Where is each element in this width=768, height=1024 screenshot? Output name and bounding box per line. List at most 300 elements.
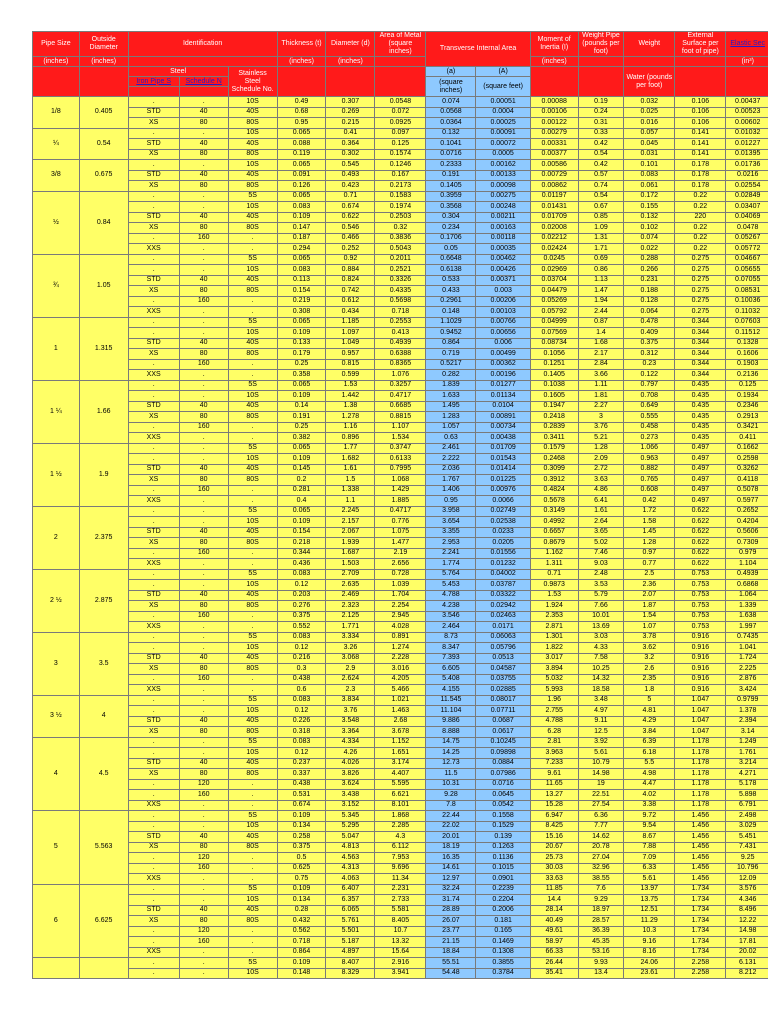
outside-diameter-cell: 5.563 <box>79 811 128 885</box>
table-cell: 7.393 <box>426 653 476 664</box>
table-cell: 80S <box>228 412 277 423</box>
table-cell: 0.9452 <box>426 328 476 339</box>
table-cell: 0.1056 <box>530 349 578 360</box>
table-cell: XS <box>128 412 179 423</box>
table-cell: 2.876 <box>726 674 768 685</box>
table-cell: 0.497 <box>675 464 726 475</box>
table-cell: . <box>179 328 228 339</box>
table-cell: 3.66 <box>578 370 624 381</box>
table-cell: 2.09 <box>578 454 624 465</box>
table-cell: 1.185 <box>326 317 375 328</box>
table-cell: 0.00377 <box>530 149 578 160</box>
table-row <box>33 412 768 423</box>
table-cell: 0.083 <box>624 170 675 181</box>
weight-water-unit <box>624 57 675 67</box>
table-cell: 0.01736 <box>726 160 768 171</box>
table-cell: 1.28 <box>578 443 624 454</box>
table-cell: 10S <box>228 128 277 139</box>
table-cell: 0.8815 <box>375 412 426 423</box>
table-cell: 0.141 <box>675 128 726 139</box>
table-cell: 1.075 <box>375 527 426 538</box>
table-cell: 3.654 <box>426 517 476 528</box>
table-cell: 0.5217 <box>426 359 476 370</box>
table-row <box>33 664 768 675</box>
pipe-size-cell: 6 <box>33 884 80 958</box>
table-cell: 80S <box>228 769 277 780</box>
col-a-header: (a) <box>426 67 476 77</box>
table-cell: 0.05796 <box>476 643 530 654</box>
table-cell: 0.3421 <box>726 422 768 433</box>
table-cell: 0.00196 <box>476 370 530 381</box>
table-cell: 0.308 <box>277 307 326 318</box>
table-cell: 8.405 <box>375 916 426 927</box>
table-cell: 0.497 <box>675 485 726 496</box>
table-cell: 0.02554 <box>726 181 768 192</box>
table-row <box>33 811 768 822</box>
table-cell: 1.066 <box>624 443 675 454</box>
table-cell: 0.2333 <box>426 160 476 171</box>
table-cell: 0.074 <box>426 97 476 108</box>
table-cell: 33.63 <box>530 874 578 885</box>
table-cell: 0.191 <box>426 170 476 181</box>
table-cell: 80 <box>179 842 228 853</box>
elastic-section-link[interactable]: Elastic Sec <box>726 32 768 57</box>
table-cell: 0.86 <box>578 265 624 276</box>
table-cell: 14.62 <box>578 832 624 843</box>
table-cell: 2.635 <box>326 580 375 591</box>
table-row <box>33 601 768 612</box>
table-cell: 0.0005 <box>476 149 530 160</box>
pipe-size-cell: 3 ½ <box>33 695 80 737</box>
table-cell: 0.03755 <box>476 674 530 685</box>
table-cell: 28.57 <box>578 916 624 927</box>
table-cell: 0.435 <box>675 391 726 402</box>
table-cell: 22.51 <box>578 790 624 801</box>
table-cell: 0.864 <box>426 338 476 349</box>
table-cell: 0.07711 <box>476 706 530 717</box>
table-cell: STD <box>128 653 179 664</box>
table-cell: 0.1579 <box>530 443 578 454</box>
table-cell: 15.64 <box>375 947 426 958</box>
table-cell: 0.4992 <box>530 517 578 528</box>
table-cell: 0.42 <box>624 496 675 507</box>
surface-spacer <box>675 67 726 97</box>
table-row <box>33 580 768 591</box>
outside-diameter-cell: 4.5 <box>79 737 128 811</box>
table-cell: 0.622 <box>326 212 375 223</box>
table-cell: 0.106 <box>675 97 726 108</box>
table-cell: 10.31 <box>426 779 476 790</box>
table-cell: 1.939 <box>326 538 375 549</box>
table-cell: . <box>128 380 179 391</box>
table-cell: 10S <box>228 97 277 108</box>
table-cell: 120 <box>179 779 228 790</box>
table-cell: 3.26 <box>326 643 375 654</box>
table-cell: 5.5 <box>624 758 675 769</box>
table-cell: 0.10245 <box>476 737 530 748</box>
table-cell: 0.02212 <box>530 233 578 244</box>
table-cell: 0.1974 <box>375 202 426 213</box>
table-cell: 1.822 <box>530 643 578 654</box>
table-cell: . <box>179 317 228 328</box>
table-cell: 0.2961 <box>426 296 476 307</box>
table-cell: . <box>128 937 179 948</box>
table-cell: 40 <box>179 527 228 538</box>
table-cell: 0.088 <box>277 139 326 150</box>
table-cell: 2.17 <box>578 349 624 360</box>
table-cell: 0.411 <box>726 433 768 444</box>
table-cell: 0.435 <box>675 422 726 433</box>
table-cell: 20.78 <box>578 842 624 853</box>
table-cell: 0.06063 <box>476 632 530 643</box>
table-cell: 4.897 <box>326 947 375 958</box>
table-row <box>33 97 768 108</box>
table-cell: 0.54 <box>578 149 624 160</box>
table-cell: 0.231 <box>624 275 675 286</box>
pipe-size-cell: 1 ½ <box>33 443 80 506</box>
metal-area-header: Area of Metal (square inches) <box>375 32 426 57</box>
table-cell: 10S <box>228 517 277 528</box>
table-cell: 80S <box>228 842 277 853</box>
table-cell: 0.32 <box>375 223 426 234</box>
table-cell: . <box>128 643 179 654</box>
table-cell: 160 <box>179 233 228 244</box>
table-cell: 80 <box>179 149 228 160</box>
table-cell: 13.69 <box>578 622 624 633</box>
table-cell: XS <box>128 842 179 853</box>
table-cell: 0.5606 <box>726 527 768 538</box>
table-cell: 22.44 <box>426 811 476 822</box>
table-cell: 2.916 <box>375 958 426 969</box>
table-cell: 1.734 <box>675 916 726 927</box>
iron-pipe-link[interactable]: Iron Pipe S <box>128 77 179 87</box>
table-cell: 0.147 <box>277 223 326 234</box>
table-cell: 0.5043 <box>375 244 426 255</box>
table-row <box>33 706 768 717</box>
table-cell: 6.28 <box>530 727 578 738</box>
table-cell: 0.6388 <box>375 349 426 360</box>
table-cell: 2.81 <box>530 737 578 748</box>
table-cell: 4.47 <box>624 779 675 790</box>
table-cell: 2.68 <box>375 716 426 727</box>
table-cell: 3.84 <box>624 727 675 738</box>
table-cell: 5.187 <box>326 937 375 948</box>
table-cell: 0.364 <box>326 139 375 150</box>
table-cell: 0.1606 <box>726 349 768 360</box>
table-cell: 1.047 <box>675 716 726 727</box>
table-cell: 0.04002 <box>476 569 530 580</box>
transverse-area-header: Transverse Internal Area <box>426 32 530 67</box>
table-row <box>33 758 768 769</box>
table-cell: 0.344 <box>675 338 726 349</box>
table-cell: 4.29 <box>624 716 675 727</box>
table-cell: 27.04 <box>578 853 624 864</box>
table-cell: 28.14 <box>530 905 578 916</box>
table-cell: 0.154 <box>277 286 326 297</box>
table-cell: 0.344 <box>675 349 726 360</box>
table-cell: 0.49 <box>277 97 326 108</box>
table-cell: 0.916 <box>675 653 726 664</box>
table-cell: 2.285 <box>375 821 426 832</box>
table-cell: 0.00362 <box>476 359 530 370</box>
table-cell: 9.28 <box>426 790 476 801</box>
table-cell: . <box>228 611 277 622</box>
table-cell: 2.656 <box>375 559 426 570</box>
table-cell: 20.01 <box>426 832 476 843</box>
table-cell: STD <box>128 464 179 475</box>
table-cell: 40S <box>228 107 277 118</box>
table-cell: 1.456 <box>675 811 726 822</box>
table-cell: . <box>128 422 179 433</box>
table-cell: 10S <box>228 748 277 759</box>
table-cell: 0.1038 <box>530 380 578 391</box>
table-cell: 0.718 <box>277 937 326 948</box>
table-cell: 0.01225 <box>476 475 530 486</box>
table-cell: 0.1246 <box>375 160 426 171</box>
table-cell: 0.95 <box>277 118 326 129</box>
table-cell: 53.16 <box>578 947 624 958</box>
table-cell: 0.3099 <box>530 464 578 475</box>
table-cell: 0.1574 <box>375 149 426 160</box>
table-cell: 3.174 <box>375 758 426 769</box>
table-cell: 0.25 <box>277 359 326 370</box>
table-cell: 45.35 <box>578 937 624 948</box>
table-cell: 0.226 <box>277 716 326 727</box>
table-cell: 0.7435 <box>726 632 768 643</box>
table-cell: 0.025 <box>624 107 675 118</box>
table-cell: 5.61 <box>578 748 624 759</box>
table-cell: 0.891 <box>375 632 426 643</box>
table-cell: 28.89 <box>426 905 476 916</box>
table-cell: 0.04667 <box>726 254 768 265</box>
table-cell: 3.424 <box>726 685 768 696</box>
table-cell: 1.45 <box>624 527 675 538</box>
table-cell: 0.288 <box>624 254 675 265</box>
table-cell: 0.109 <box>277 328 326 339</box>
table-cell: 2.07 <box>624 590 675 601</box>
table-cell: 3.826 <box>326 769 375 780</box>
table-cell: 8.212 <box>726 968 768 979</box>
table-cell: 0.753 <box>675 580 726 591</box>
table-cell: 0.00976 <box>476 485 530 496</box>
table-cell: 0.1328 <box>726 338 768 349</box>
inside-diameter-spacer <box>326 67 375 97</box>
table-cell: . <box>128 695 179 706</box>
table-cell: 0.2521 <box>375 265 426 276</box>
table-cell: 2.228 <box>375 653 426 664</box>
table-cell: 0.00211 <box>476 212 530 223</box>
table-cell: 0.963 <box>624 454 675 465</box>
table-cell: 1.249 <box>726 737 768 748</box>
outside-diameter-cell: 1.66 <box>79 380 128 443</box>
table-cell: 1.463 <box>375 706 426 717</box>
table-cell: 0.0568 <box>426 107 476 118</box>
table-cell: 5.032 <box>530 674 578 685</box>
table-cell: 1.31 <box>578 233 624 244</box>
table-cell: 5S <box>228 737 277 748</box>
table-cell: 0.1934 <box>726 391 768 402</box>
table-cell: 0.42 <box>578 160 624 171</box>
table-cell: 0.28 <box>277 905 326 916</box>
table-cell: 0.1605 <box>530 391 578 402</box>
table-cell: 2.48 <box>578 569 624 580</box>
table-cell: 3.068 <box>326 653 375 664</box>
table-cell: 0.776 <box>375 517 426 528</box>
table-row <box>33 653 768 664</box>
table-cell: 0.358 <box>277 370 326 381</box>
table-cell: 1.61 <box>578 506 624 517</box>
table-cell: 0.337 <box>277 769 326 780</box>
table-cell: 30.03 <box>530 863 578 874</box>
table-cell: 2.258 <box>675 968 726 979</box>
table-cell: 4.063 <box>326 874 375 885</box>
table-cell: . <box>228 307 277 318</box>
table-cell: 4.313 <box>326 863 375 874</box>
table-row <box>33 233 768 244</box>
table-row <box>33 475 768 486</box>
table-cell: 1.687 <box>326 548 375 559</box>
table-cell: . <box>228 779 277 790</box>
table-cell: . <box>179 559 228 570</box>
table-cell: 1.178 <box>675 779 726 790</box>
table-row <box>33 695 768 706</box>
table-cell: 1.924 <box>530 601 578 612</box>
table-cell: 5S <box>228 632 277 643</box>
outside-diameter-cell: 3.5 <box>79 632 128 695</box>
table-cell: 0.134 <box>277 895 326 906</box>
table-cell: XS <box>128 181 179 192</box>
table-cell: 0.00098 <box>476 181 530 192</box>
metal-area-spacer <box>375 67 426 97</box>
table-cell: 0.179 <box>277 349 326 360</box>
table-cell: 3 <box>578 412 624 423</box>
outside-diameter-cell: 0.54 <box>79 128 128 160</box>
table-row <box>33 433 768 444</box>
table-cell: 0.674 <box>326 202 375 213</box>
table-cell: 0.423 <box>326 181 375 192</box>
table-cell: 2.27 <box>578 401 624 412</box>
table-cell: 0.916 <box>675 632 726 643</box>
table-cell: 0.01227 <box>726 139 768 150</box>
table-cell: STD <box>128 170 179 181</box>
table-cell: 0.2346 <box>726 401 768 412</box>
table-cell: 5.047 <box>326 832 375 843</box>
table-cell: 0.312 <box>624 349 675 360</box>
table-cell: 0.045 <box>624 139 675 150</box>
table-cell: 40 <box>179 653 228 664</box>
table-cell: 160 <box>179 674 228 685</box>
pipe-size-unit: (inches) <box>33 57 80 67</box>
table-cell: . <box>179 706 228 717</box>
table-cell: 40 <box>179 275 228 286</box>
table-cell: . <box>228 233 277 244</box>
table-cell: 0.1136 <box>476 853 530 864</box>
table-cell: 14.4 <box>530 895 578 906</box>
table-cell: 0.3411 <box>530 433 578 444</box>
table-cell: 0.344 <box>675 370 726 381</box>
table-cell: 1.8 <box>624 685 675 696</box>
table-cell: 0.252 <box>326 244 375 255</box>
table-cell: 1.047 <box>675 695 726 706</box>
outside-diameter-cell: 0.405 <box>79 97 128 129</box>
table-cell: 0.765 <box>624 475 675 486</box>
table-cell: 0.2173 <box>375 181 426 192</box>
schedule-no-link[interactable]: Schedule N <box>179 77 228 87</box>
table-cell: 0.2136 <box>726 370 768 381</box>
table-cell: 0.145 <box>277 464 326 475</box>
table-cell: 8.496 <box>726 905 768 916</box>
table-cell: 0.9799 <box>726 695 768 706</box>
table-cell: 1.734 <box>675 895 726 906</box>
table-cell: 0.5678 <box>530 496 578 507</box>
table-cell: . <box>179 265 228 276</box>
table-cell: 9.16 <box>624 937 675 948</box>
table-cell: . <box>179 191 228 202</box>
outside-diameter-cell: 2.875 <box>79 569 128 632</box>
table-cell: 40S <box>228 905 277 916</box>
table-cell: 6.605 <box>426 664 476 675</box>
table-cell: 2.733 <box>375 895 426 906</box>
table-row <box>33 181 768 192</box>
table-cell: 0.00523 <box>726 107 768 118</box>
table-cell: 0.1558 <box>476 811 530 822</box>
table-cell: 0.237 <box>277 758 326 769</box>
table-cell: 0.072 <box>375 107 426 118</box>
table-cell: 13.4 <box>578 968 624 979</box>
table-cell: 0.01134 <box>476 391 530 402</box>
table-cell: 80 <box>179 727 228 738</box>
table-cell: 0.97 <box>624 548 675 559</box>
table-cell: 0.128 <box>624 296 675 307</box>
table-cell: 5.501 <box>326 926 375 937</box>
table-cell: . <box>179 748 228 759</box>
table-cell: . <box>228 874 277 885</box>
table-cell: 0.00499 <box>476 349 530 360</box>
table-cell: 0.85 <box>578 212 624 223</box>
table-cell: 0.05772 <box>726 244 768 255</box>
table-cell: XXS <box>128 685 179 696</box>
outside-diameter-cell: 1.315 <box>79 317 128 380</box>
pipe-size-cell: 1 ¼ <box>33 380 80 443</box>
table-cell: . <box>179 580 228 591</box>
table-cell: 1.107 <box>375 422 426 433</box>
table-cell: 1.771 <box>326 622 375 633</box>
table-cell: 8.67 <box>624 832 675 843</box>
table-cell: 10S <box>228 706 277 717</box>
table-cell: 2.461 <box>426 443 476 454</box>
table-header <box>33 32 768 97</box>
table-cell: 80S <box>228 916 277 927</box>
outside-diameter-header: Outside Diameter <box>79 32 128 57</box>
table-cell: . <box>228 622 277 633</box>
table-cell: 4.788 <box>426 590 476 601</box>
table-cell: 2.871 <box>530 622 578 633</box>
table-cell: 40S <box>228 653 277 664</box>
table-cell: 18.58 <box>578 685 624 696</box>
table-cell: 3.38 <box>624 800 675 811</box>
table-cell: 0.6648 <box>426 254 476 265</box>
table-cell: 1.761 <box>726 748 768 759</box>
table-cell: 1.057 <box>426 422 476 433</box>
table-cell: 0.07569 <box>530 328 578 339</box>
table-cell: 1.77 <box>326 443 375 454</box>
table-cell: . <box>228 485 277 496</box>
table-cell: 0.02424 <box>530 244 578 255</box>
outside-diameter-cell: 1.9 <box>79 443 128 506</box>
table-cell: 8.347 <box>426 643 476 654</box>
table-cell: 0.281 <box>277 485 326 496</box>
table-cell: 0.065 <box>277 191 326 202</box>
